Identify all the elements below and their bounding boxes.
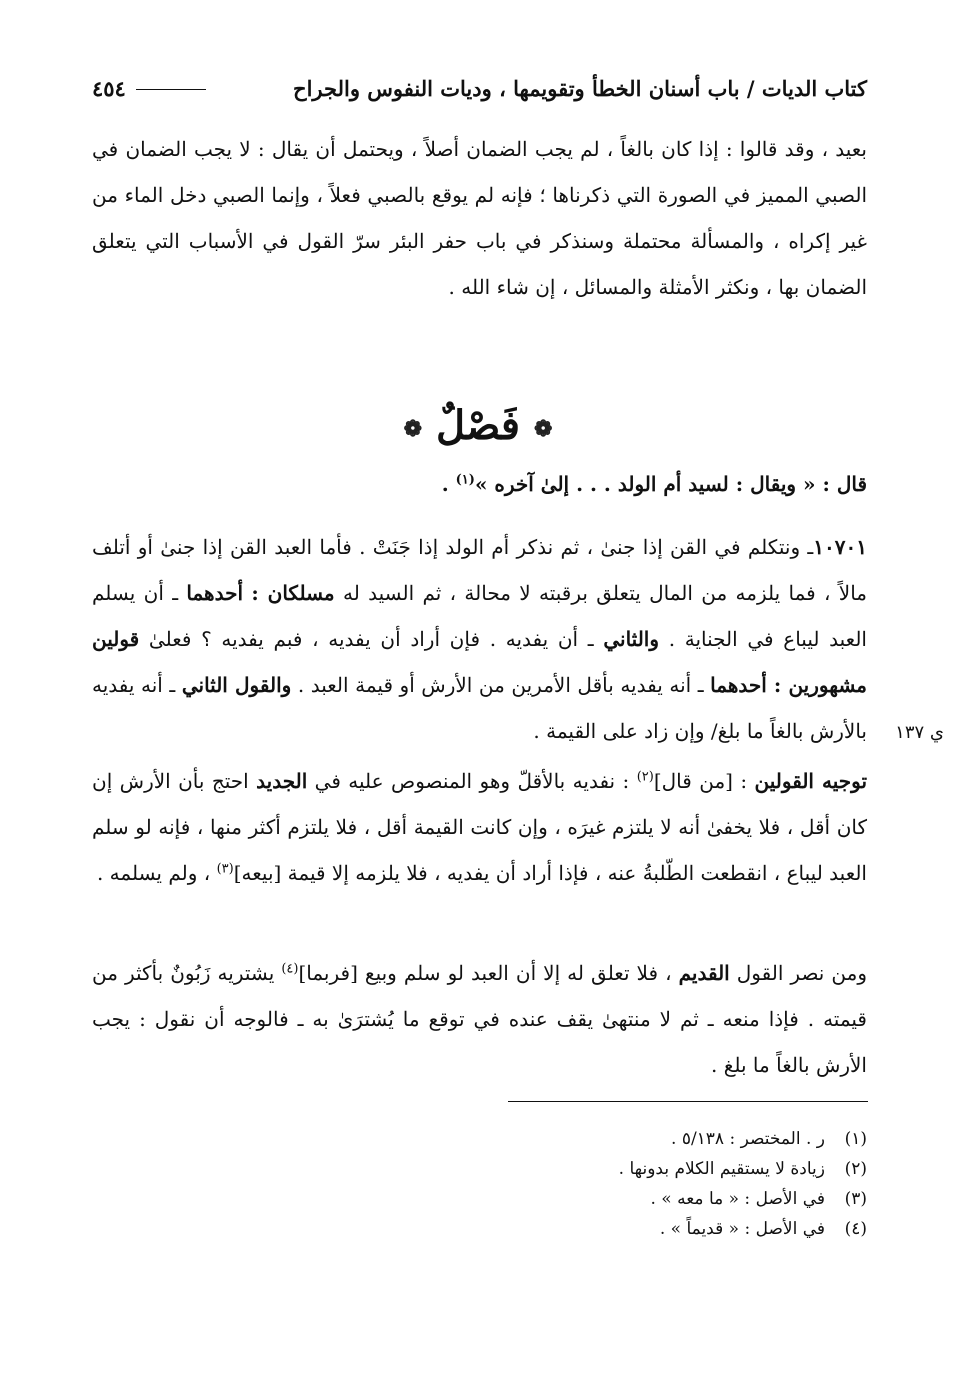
footnote-ref[interactable]: (٤): [281, 961, 299, 977]
footnote-divider: [508, 1101, 868, 1102]
section-heading-text: فَصْلٌ: [435, 402, 521, 449]
bold-term: أحدهما: [186, 581, 244, 605]
paragraph-old-view: [92, 950, 907, 1088]
page-number: ٤٥٤: [92, 76, 126, 101]
text-run: ، ولم يسلمه .: [96, 861, 217, 885]
footnote-number: (٤): [844, 1219, 867, 1239]
footnote-item: [400, 1184, 867, 1214]
text-run: احتج بأن الأرش إن كان أقل ، فلا يخفىٰ أنه لا يلتزم غيرَه ، وإن كانت القيمة أقل ، فلا يلتزم أكثر منها ، فإنه لو سلم العبد ليباع ، انقطعت الطّلبةُ عنه ، فإذا أراد أن يفديه ، فلا يلزمه إلا قيمة [بيعه]: [92, 769, 867, 885]
ornament-icon: ❁: [533, 416, 553, 442]
quote-text: قال : « ويقال : لسيد أم الولد . . . إلىٰ آخره »: [474, 472, 867, 496]
text-run: ، فلا تعلق له إلا أن العبد لو سلم وبيع [فربما]: [298, 961, 679, 985]
text-run: ومن نصر القول: [729, 961, 867, 985]
footnote-number: (٣): [844, 1189, 867, 1209]
footnote-ref[interactable]: (٣): [216, 861, 234, 877]
footnote-number: (٢): [844, 1159, 867, 1179]
bold-term: الجديد: [256, 769, 308, 793]
bold-term: مسلكان :: [251, 581, 335, 605]
quoted-statement: [92, 464, 867, 504]
text-run: ـ أن يسلم العبد ليباع في الجناية .: [92, 581, 867, 651]
footnote-text: في الأصل : « ما معه » .: [650, 1189, 825, 1209]
section-heading: [0, 398, 956, 457]
footnote-number: (١): [844, 1129, 867, 1149]
footnote-ref[interactable]: (٢): [636, 769, 654, 785]
footnotes-list: [400, 1124, 867, 1244]
text-run: ـ ونتكلم في القن إذا جنىٰ ، ثم نذكر أم الولد إذا جَنَتْ . فأما العبد القن إذا جنىٰ أو أتلف مالاً ، فما يلزمه من المال يتعلق برقبته لا محالة ، ثم السيد له: [92, 535, 867, 605]
bold-term: القديم: [678, 961, 730, 985]
footnote-item: [400, 1214, 867, 1244]
bold-term: قولين مشهورين : أحدهما: [92, 627, 868, 697]
ornament-icon: ❁: [403, 416, 422, 442]
page-number-group: [92, 74, 206, 104]
text-run: ـ أن يفديه . فإن أراد أن يفديه ، فبم يفديه ؟ فعلىٰ: [139, 627, 604, 651]
footnote-text: في الأصل : « قديماً » .: [659, 1219, 825, 1239]
text-run: يشتريه زَبُونٌ بأكثر من قيمته . فإذا منعه ـ ثم لا منتهىٰ يقف عنده في توقع ما يُشترَىٰ به ـ فالوجه أن نقول : يجب الأرش بالغاً ما بلغ .: [92, 961, 867, 1077]
footnote-text: زيادة لا يستقيم الكلام بدونها .: [618, 1159, 825, 1179]
footnote-item: [400, 1154, 867, 1184]
text-run: ـ أنه يفديه بالأرش بالغاً ما بلغ/ وإن زاد على القيمة .: [92, 673, 867, 743]
text-run: : نفديه بالأقلّ وهو المنصوص عليه في: [307, 769, 637, 793]
running-header: [92, 74, 867, 104]
footnote-item: [400, 1124, 867, 1154]
text-run: ـ أنه يفديه بأقل الأمرين من الأرش أو قيمة العبد .: [291, 673, 711, 697]
footnote-ref[interactable]: (١): [455, 472, 475, 488]
bold-term: توجيه القولين: [754, 769, 868, 793]
header-title: كتاب الديات / باب أسنان الخطأ وتقويمها ، وديات النفوس والجراح: [293, 76, 867, 101]
paragraph-10701: [92, 524, 907, 754]
margin-folio-note: ي ١٣٧: [895, 722, 944, 743]
paragraph-two-views: [92, 758, 907, 896]
bold-term: والقول الثاني: [181, 673, 292, 697]
paragraph-intro: بعيد ، وقد قالوا : إذا كان بالغاً ، لم يجب الضمان أصلاً ، ويحتمل أن يقال : لا يجب الضمان في الصبي المميز في الصورة التي ذكرناها ؛ فإنه لم يوقع بالصبي فعلاً ، وإنما الصبي دخل الماء من غير إكراه ، والمسألة محتملة وسنذكر في باب حفر البئر سرّ القول في الأسباب التي يتعلق الضمان بها ، ونكثر الأمثلة والمسائل ، إن شاء الله .: [92, 137, 867, 299]
text-run: : [من قال]: [653, 769, 755, 793]
footnote-text: ر . المختصر : ٥/١٣٨ .: [671, 1129, 825, 1149]
header-rule: [136, 89, 206, 90]
bold-term: والثاني: [603, 627, 660, 651]
paragraph-number: ١٠٧٠١: [813, 535, 867, 559]
quote-end: .: [441, 472, 456, 496]
